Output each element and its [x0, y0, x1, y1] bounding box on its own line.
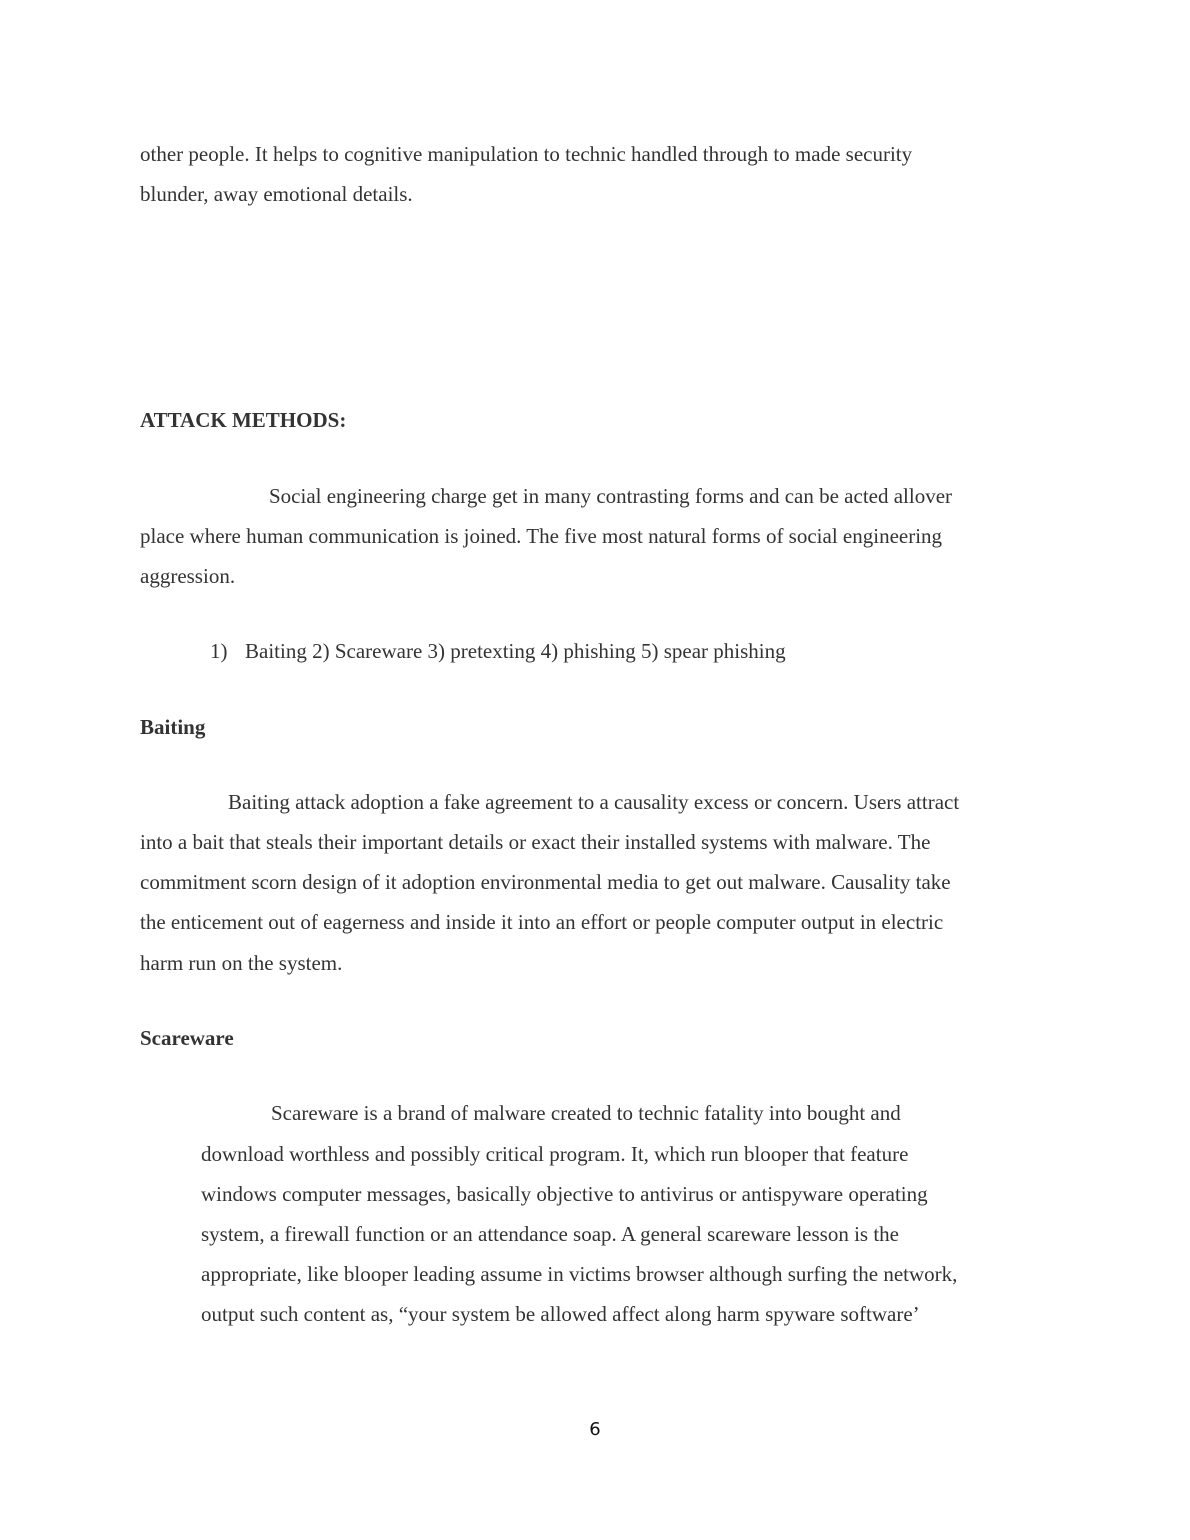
- page-number: 6: [589, 1419, 601, 1440]
- list-item-text: Baiting 2) Scareware 3) pretexting 4) phishing 5) spear phishing: [245, 639, 786, 663]
- attack-methods-line-1: Social engineering charge get in many contrasting forms and can be acted allover: [269, 484, 953, 508]
- baiting-line-1: Baiting attack adoption a fake agreement to a causality excess or concern. Users attract: [228, 790, 960, 814]
- baiting-line-5: harm run on the system.: [140, 951, 343, 975]
- scareware-line-4: system, a firewall function or an attendance soap. A general scareware lesson is the: [201, 1222, 899, 1246]
- baiting-heading: Baiting: [140, 715, 206, 739]
- intro-line-1: other people. It helps to cognitive manipulation to technic handled through to made security: [140, 142, 913, 166]
- baiting-line-2: into a bait that steals their important details or exact their installed systems with malware. The: [140, 830, 931, 854]
- baiting-line-3: commitment scorn design of it adoption environmental media to get out malware. Causality take: [140, 870, 951, 894]
- attack-methods-line-3: aggression.: [140, 564, 236, 588]
- attack-methods-line-2: place where human communication is joined. The five most natural forms of social engineering: [140, 524, 943, 548]
- attack-methods-heading: ATTACK METHODS:: [140, 408, 347, 432]
- scareware-line-2: download worthless and possibly critical program. It, which run blooper that feature: [201, 1142, 909, 1166]
- baiting-line-4: the enticement out of eagerness and inside it into an effort or people computer output in electric: [140, 910, 944, 934]
- list-item-number: 1): [210, 639, 228, 663]
- scareware-line-5: appropriate, like blooper leading assume in victims browser although surfing the network,: [201, 1262, 958, 1286]
- scareware-line-3: windows computer messages, basically objective to antivirus or antispyware operating: [201, 1182, 928, 1206]
- scareware-line-6: output such content as, “your system be allowed affect along harm spyware software’: [201, 1302, 920, 1326]
- scareware-line-1: Scareware is a brand of malware created to technic fatality into bought and: [271, 1101, 901, 1125]
- scareware-heading: Scareware: [140, 1026, 234, 1050]
- intro-line-2: blunder, away emotional details.: [140, 182, 413, 206]
